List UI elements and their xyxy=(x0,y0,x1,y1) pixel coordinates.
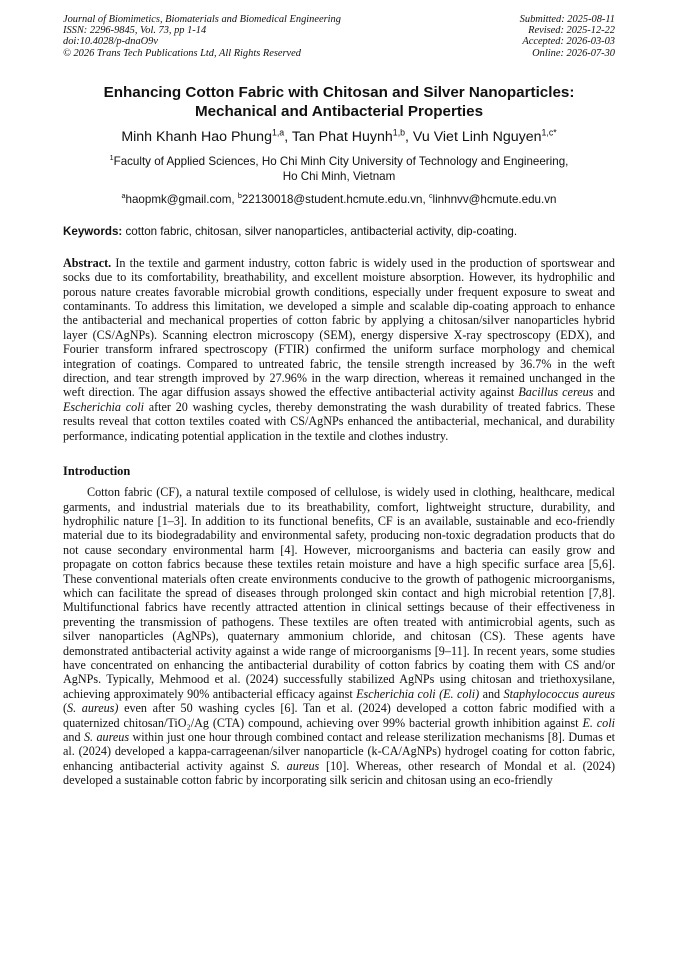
intro-text: ( xyxy=(63,701,68,716)
title-line-1: Enhancing Cotton Fabric with Chitosan and Silver Nanoparticles: xyxy=(103,83,575,101)
paper-title xyxy=(63,83,615,121)
intro-text: Cotton fabric (CF), a natural textile composed of cellulose, is widely used in clothing, healthcare, medical garments, and industrial materials due to its breathability, comfort, lightweight structure, durability, and hydrophilic nature [1–3]. In addition to its functional benefits, CF is an available, sustainable and eco-friendly material due to its biodegradability and environmental safety, producing non-toxic degradation products that do not cause secondary environmental harm [4]. However, microorganisms and bacteria can easily grow and propagate on cotton fabrics because these textiles retain moisture and have a high specific surface area [5,6]. These conventional materials often create environments conducive to the growth of pathogenic microorganisms, which can facilitate the spread of diseases through prolonged skin contact and high microbial retention [7,8]. Multifunctional fabrics have recently attracted attention in clinical settings because of their effectiveness in preventing the transmission of pathogens. These textiles are often treated with antimicrobial agents, such as silver nanoparticles (AgNPs), quaternary ammonium chloride, and chitosan (CS). These agents have demonstrated antibacterial activity against a wide range of microorganisms [9–11]. In recent years, some studies have concentrated on enhancing the antibacterial durability of cotton fabrics by coating them with CS and/or AgNPs. Typically, Mehmood et al. (2024) successfully stabilized AgNPs using chitosan and triethoxysilane, achieving approximately 90% antibacterial efficacy against xyxy=(63,485,615,701)
intro-italic-term: Staphylococcus aureus xyxy=(503,686,615,701)
author-name: Vu Viet Linh Nguyen xyxy=(412,128,542,145)
author-separator: , xyxy=(284,128,292,145)
intro-italic-term: S. aureus) xyxy=(67,701,119,716)
affiliation-line-2: Ho Chi Minh, Vietnam xyxy=(282,169,396,183)
paper-page xyxy=(63,14,615,788)
intro-text: [10]. Whereas, other research of Mondal et al. (2024) developed a sustainable cotton fabric by incorporating silk sericin and chitosan using an eco-friendly xyxy=(63,758,615,788)
keywords-text: cotton fabric, chitosan, silver nanoparticles, antibacterial activity, dip-coating. xyxy=(122,224,518,238)
abstract-text: after 20 washing cycles, thereby demonstrating the wash durability of treated fabrics. These results reveal that cotton textiles coated with CS/AgNPs enhanced the antibacterial, mechanical, and durability performance, indicating potential application in the textile and clothes industry. xyxy=(63,399,615,443)
keywords xyxy=(63,224,615,239)
abstract-label: Abstract. xyxy=(63,255,112,270)
abstract xyxy=(63,256,615,443)
journal-info xyxy=(63,14,341,59)
abstract-text: In the textile and garment industry, cotton fabric is widely used in the production of sportswear and socks due to its comfortability, breathability, and excellent moisture absorption. However, its hydrophilic and porous nature creates favorable microbial growth conditions, especially under frequent exposure to sweat and contaminants. To address this limitation, we developed a simple and scalable dip-coating approach to enhance the antibacterial and mechanical properties of cotton fabric by applying a chitosan/silver nanoparticles hybrid layer (CS/AgNPs). Scanning electron microscopy (SEM), energy dispersive X-ray spectroscopy (EDX), and Fourier transform infrared spectroscopy (FTIR) confirmed the uniform surface morphology and chemical integration of coatings. Compared to untreated fabric, the tensile strength increased by 36.7% in the weft direction, and tear strength improved by 27.96% in the warp direction, whereas it remained unchanged in the weft direction. The agar diffusion assays showed the effective antibacterial activity against xyxy=(63,255,615,400)
email-mark: c xyxy=(428,190,433,200)
date-accepted: Accepted: 2026-03-03 xyxy=(522,36,615,48)
intro-italic-term: Escherichia coli (E. coli) xyxy=(356,686,480,701)
author-affiliation-mark: 1,b xyxy=(392,127,406,138)
intro-text: and xyxy=(63,730,84,744)
journal-doi: doi:10.4028/p-dnaO9v xyxy=(63,36,158,48)
date-revised: Revised: 2025-12-22 xyxy=(528,25,615,37)
intro-italic-term: E. coli xyxy=(582,715,615,730)
author-name: Tan Phat Huynh xyxy=(291,128,393,145)
abstract-species: Escherichia coli xyxy=(63,399,144,414)
author-separator: , xyxy=(405,128,413,145)
author-affiliation-mark: 1,c* xyxy=(541,127,557,138)
intro-text: even after 50 washing cycles [6]. Tan et al. (2024) developed a cotton fabric modified with a quaternized chitosan/TiO₂/Ag (CTA) compound, achieving over 99% bacterial growth inhibition against xyxy=(63,701,615,730)
intro-text: and xyxy=(479,686,504,701)
journal-copyright: © 2026 Trans Tech Publications Ltd, All Rights Reserved xyxy=(63,47,301,59)
author-affiliation-mark: 1,a xyxy=(271,127,285,138)
author-emails xyxy=(63,192,615,207)
email-mark: a xyxy=(121,190,126,200)
email-mark: b xyxy=(237,190,242,200)
abstract-species: Bacillus cereus xyxy=(518,385,594,400)
intro-text: within just one hour through combined contact and release sterilization mechanisms [8]. Dumas et al. (2024) developed a kappa-carrageenan/silver nanoparticle (k-CA/AgNPs) hydrogel coating for cotton fabric, enhancing antibacterial activity against xyxy=(63,730,615,773)
title-line-2: Mechanical and Antibacterial Properties xyxy=(194,102,484,120)
author-list xyxy=(63,128,615,146)
introduction-paragraph xyxy=(63,485,615,788)
abstract-text: and xyxy=(593,385,615,400)
journal-issn: ISSN: 2296-9845, Vol. 73, pp 1-14 xyxy=(63,25,207,37)
affiliation xyxy=(63,154,615,184)
date-submitted: Submitted: 2025-08-11 xyxy=(519,14,615,25)
section-heading-introduction: Introduction xyxy=(63,464,131,479)
affiliation-mark: 1 xyxy=(109,152,114,162)
affiliation-line-1: Faculty of Applied Sciences, Ho Chi Minh City University of Technology and Engineering, xyxy=(113,154,569,168)
email-address: haopmk@gmail.com, xyxy=(125,192,238,206)
author-name: Minh Khanh Hao Phung xyxy=(121,128,272,145)
email-address: 22130018@student.hcmute.edu.vn, xyxy=(241,192,429,206)
publication-dates xyxy=(520,14,615,59)
keywords-label: Keywords: xyxy=(63,224,123,238)
email-address: linhnvv@hcmute.edu.vn xyxy=(432,192,557,206)
journal-header xyxy=(63,14,615,59)
intro-italic-term: S. aureus xyxy=(270,758,320,773)
date-online: Online: 2026-07-30 xyxy=(532,47,615,59)
journal-name: Journal of Biomimetics, Biomaterials and Biomedical Engineering xyxy=(63,14,341,25)
intro-italic-term: S. aureus xyxy=(83,730,130,744)
